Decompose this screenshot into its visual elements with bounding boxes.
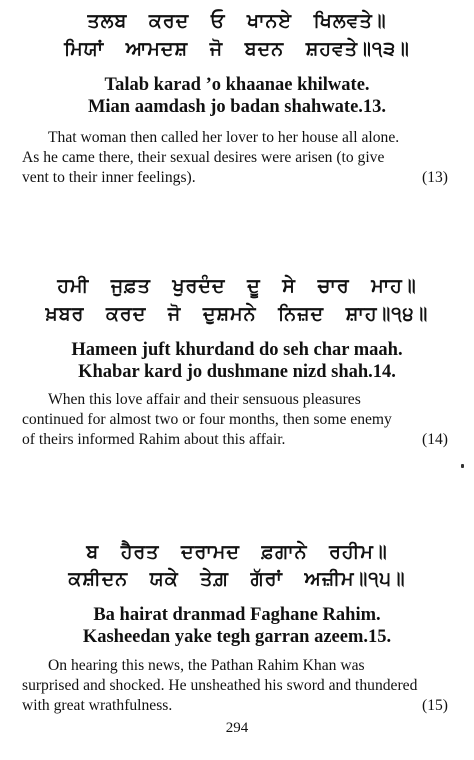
verse-number: (15) — [422, 697, 448, 714]
page-number: 294 — [225, 720, 249, 736]
translation-line: As he came there, their sexual desires were arisen (to give — [22, 149, 385, 166]
gurmukhi-line: ਬ ਹੈਰਤ ਦਰਾਮਦ ਫ਼ਗਾਨੇ ਰਹੀਮ॥ — [86, 541, 388, 563]
translation-line: That woman then called her lover to her house all alone. — [48, 129, 400, 146]
transliteration-line: Talab karad ’o khaanae khilwate. — [104, 75, 370, 95]
gurmukhi-line: ਖ਼ਬਰ ਕਰਦ ਜੋ ਦੁਸ਼ਮਨੇ ਨਿਜ਼ਦ ਸ਼ਾਹ॥੧੪॥ — [45, 303, 429, 325]
translation-line: On hearing this news, the Pathan Rahim Khan was — [48, 657, 365, 674]
gurmukhi-line: ਹਮੀ ਜੁਫ਼ਤ ਖੁਰਦੰਦ ਦੂ ਸੇ ਚਾਰ ਮਾਹ॥ — [57, 275, 417, 297]
gurmukhi-line: ਮਿਯਾਂ ਆਮਦਸ਼ ਜੋ ਬਦਨ ਸ਼ਹਵਤੇ॥੧੩॥ — [64, 38, 410, 60]
translation-13 — [22, 128, 448, 188]
translation-15 — [22, 656, 448, 716]
translation-line: continued for almost two or four months, then some enemy — [22, 411, 392, 428]
print-speck — [461, 464, 464, 468]
transliteration-line: Khabar kard jo dushmane nizd shah.14. — [78, 362, 396, 382]
translation-last-line — [22, 696, 448, 716]
translation-line: vent to their inner feelings). — [22, 169, 196, 186]
gurmukhi-line: ਤਲਬ ਕਰਦ ਓ ਖਾਨਏ ਖਿਲਵਤੇ॥ — [87, 10, 387, 32]
transliteration-line: Ba hairat dranmad Faghane Rahim. — [93, 605, 381, 625]
translation-last-line — [22, 430, 448, 450]
translation-line: surprised and shocked. He unsheathed his sword and thundered — [22, 677, 418, 694]
verse-number: (13) — [422, 169, 448, 186]
translation-line: with great wrathfulness. — [22, 697, 173, 714]
transliteration-line: Hameen juft khurdand do seh char maah. — [71, 340, 403, 360]
transliteration-line: Kasheedan yake tegh garran azeem.15. — [82, 627, 392, 647]
translation-line: When this love affair and their sensuous pleasures — [48, 391, 361, 408]
translation-14 — [22, 390, 448, 450]
transliteration-line: Mian aamdash jo badan shahwate.13. — [87, 97, 387, 117]
verse-number: (14) — [422, 431, 448, 448]
translation-line: of theirs informed Rahim about this affair. — [22, 431, 286, 448]
gurmukhi-line: ਕਸ਼ੀਦਨ ਯਕੇ ਤੇਗ਼ ਗੱਰਾਂ ਅਜ਼ੀਮ॥੧੫॥ — [68, 568, 406, 590]
translation-last-line — [22, 168, 448, 188]
